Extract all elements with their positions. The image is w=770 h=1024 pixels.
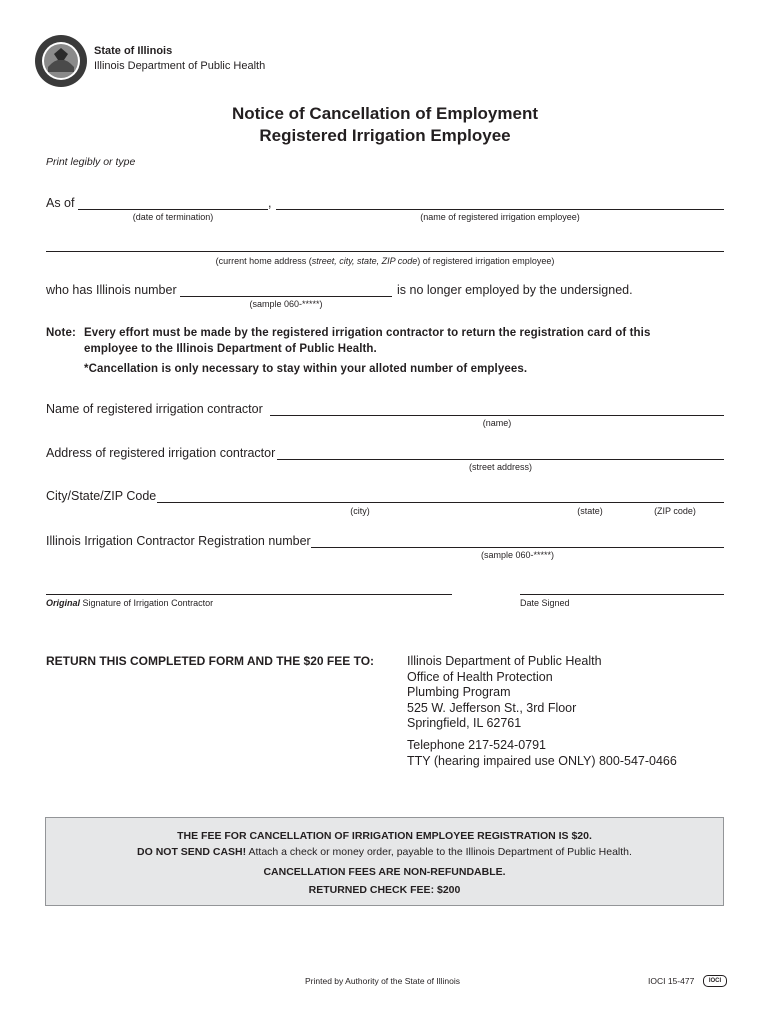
state-caption: (state) (577, 506, 603, 516)
employee-name-field[interactable] (276, 209, 724, 210)
state-seal-icon (34, 34, 88, 88)
sample-caption: (sample 060-*****) (249, 299, 323, 309)
tty-number: TTY (hearing impaired use ONLY) 800-547-0466 (407, 754, 677, 768)
date-caption: (date of termination) (132, 212, 214, 222)
note-line-1: Every effort must be made by the registered irrigation contractor to return the registration card of this (84, 327, 651, 339)
city-caption: (city) (350, 506, 370, 516)
fee-amount-text: THE FEE FOR CANCELLATION OF IRRIGATION EMPLOYEE REGISTRATION IS $20. (177, 830, 592, 842)
fee-notice-box (45, 817, 724, 906)
name-caption: (name) (482, 418, 512, 428)
as-of-label: As of (46, 196, 75, 210)
comma-text: , (268, 196, 272, 210)
contractor-name-label: Name of registered irrigation contractor (46, 402, 263, 416)
no-longer-employed-text: is no longer employed by the undersigned. (397, 283, 633, 297)
address-caption: (current home address (street, city, state, ZIP code) of registered irrigation employee) (215, 256, 555, 266)
form-title: Notice of Cancellation of Employment (231, 104, 539, 123)
date-signed-caption: Date Signed (520, 598, 570, 608)
printer-union-logo-icon: IOCI (703, 975, 727, 987)
termination-date-field[interactable] (78, 209, 268, 210)
returned-check-fee-text: RETURNED CHECK FEE: $200 (308, 884, 461, 896)
home-address-field[interactable] (46, 251, 724, 252)
instruction-text: Print legibly or type (46, 156, 136, 168)
contractor-name-field[interactable] (270, 415, 724, 416)
zip-caption: (ZIP code) (654, 506, 696, 516)
note-line-3: *Cancellation is only necessary to stay within your alloted number of emplyees. (84, 363, 528, 375)
printed-by-authority: Printed by Authority of the State of Illinois (305, 976, 460, 986)
registration-number-label: Illinois Irrigation Contractor Registration number (46, 534, 311, 548)
address-line: 525 W. Jefferson St., 3rd Floor (407, 701, 577, 715)
illinois-number-field[interactable] (180, 296, 392, 297)
address-line: Office of Health Protection (407, 670, 553, 684)
illinois-number-label: who has Illinois number (46, 283, 177, 297)
address-line: Springfield, IL 62761 (407, 716, 522, 730)
department-name: Illinois Department of Public Health (94, 60, 266, 72)
city-state-zip-field[interactable] (157, 502, 724, 503)
contractor-address-field[interactable] (277, 459, 724, 460)
signature-field[interactable] (46, 594, 452, 595)
contractor-address-label: Address of registered irrigation contractor (46, 446, 276, 460)
address-line: Plumbing Program (407, 685, 511, 699)
return-instructions: RETURN THIS COMPLETED FORM AND THE $20 FEE TO: (46, 654, 375, 668)
form-subtitle: Registered Irrigation Employee (259, 126, 511, 145)
sample-caption-2: (sample 060-*****) (480, 550, 555, 560)
telephone: Telephone 217-524-0791 (407, 738, 547, 752)
form-id: IOCI 15-477 (648, 976, 695, 986)
employee-caption: (name of registered irrigation employee) (420, 212, 580, 222)
signature-caption: Original Signature of Irrigation Contractor (46, 598, 214, 608)
note-line-2: employee to the Illinois Department of Public Health. (84, 343, 377, 355)
note-label: Note: (46, 327, 76, 339)
non-refundable-text: CANCELLATION FEES ARE NON-REFUNDABLE. (263, 866, 506, 878)
city-state-zip-label: City/State/ZIP Code (46, 489, 157, 503)
street-caption: (street address) (468, 462, 533, 472)
no-cash-text: DO NOT SEND CASH! Attach a check or money order, payable to the Illinois Department of Public Health. (137, 846, 632, 858)
registration-number-field[interactable] (311, 547, 724, 548)
date-signed-field[interactable] (520, 594, 724, 595)
state-name: State of Illinois (94, 45, 173, 57)
address-line: Illinois Department of Public Health (407, 654, 602, 668)
